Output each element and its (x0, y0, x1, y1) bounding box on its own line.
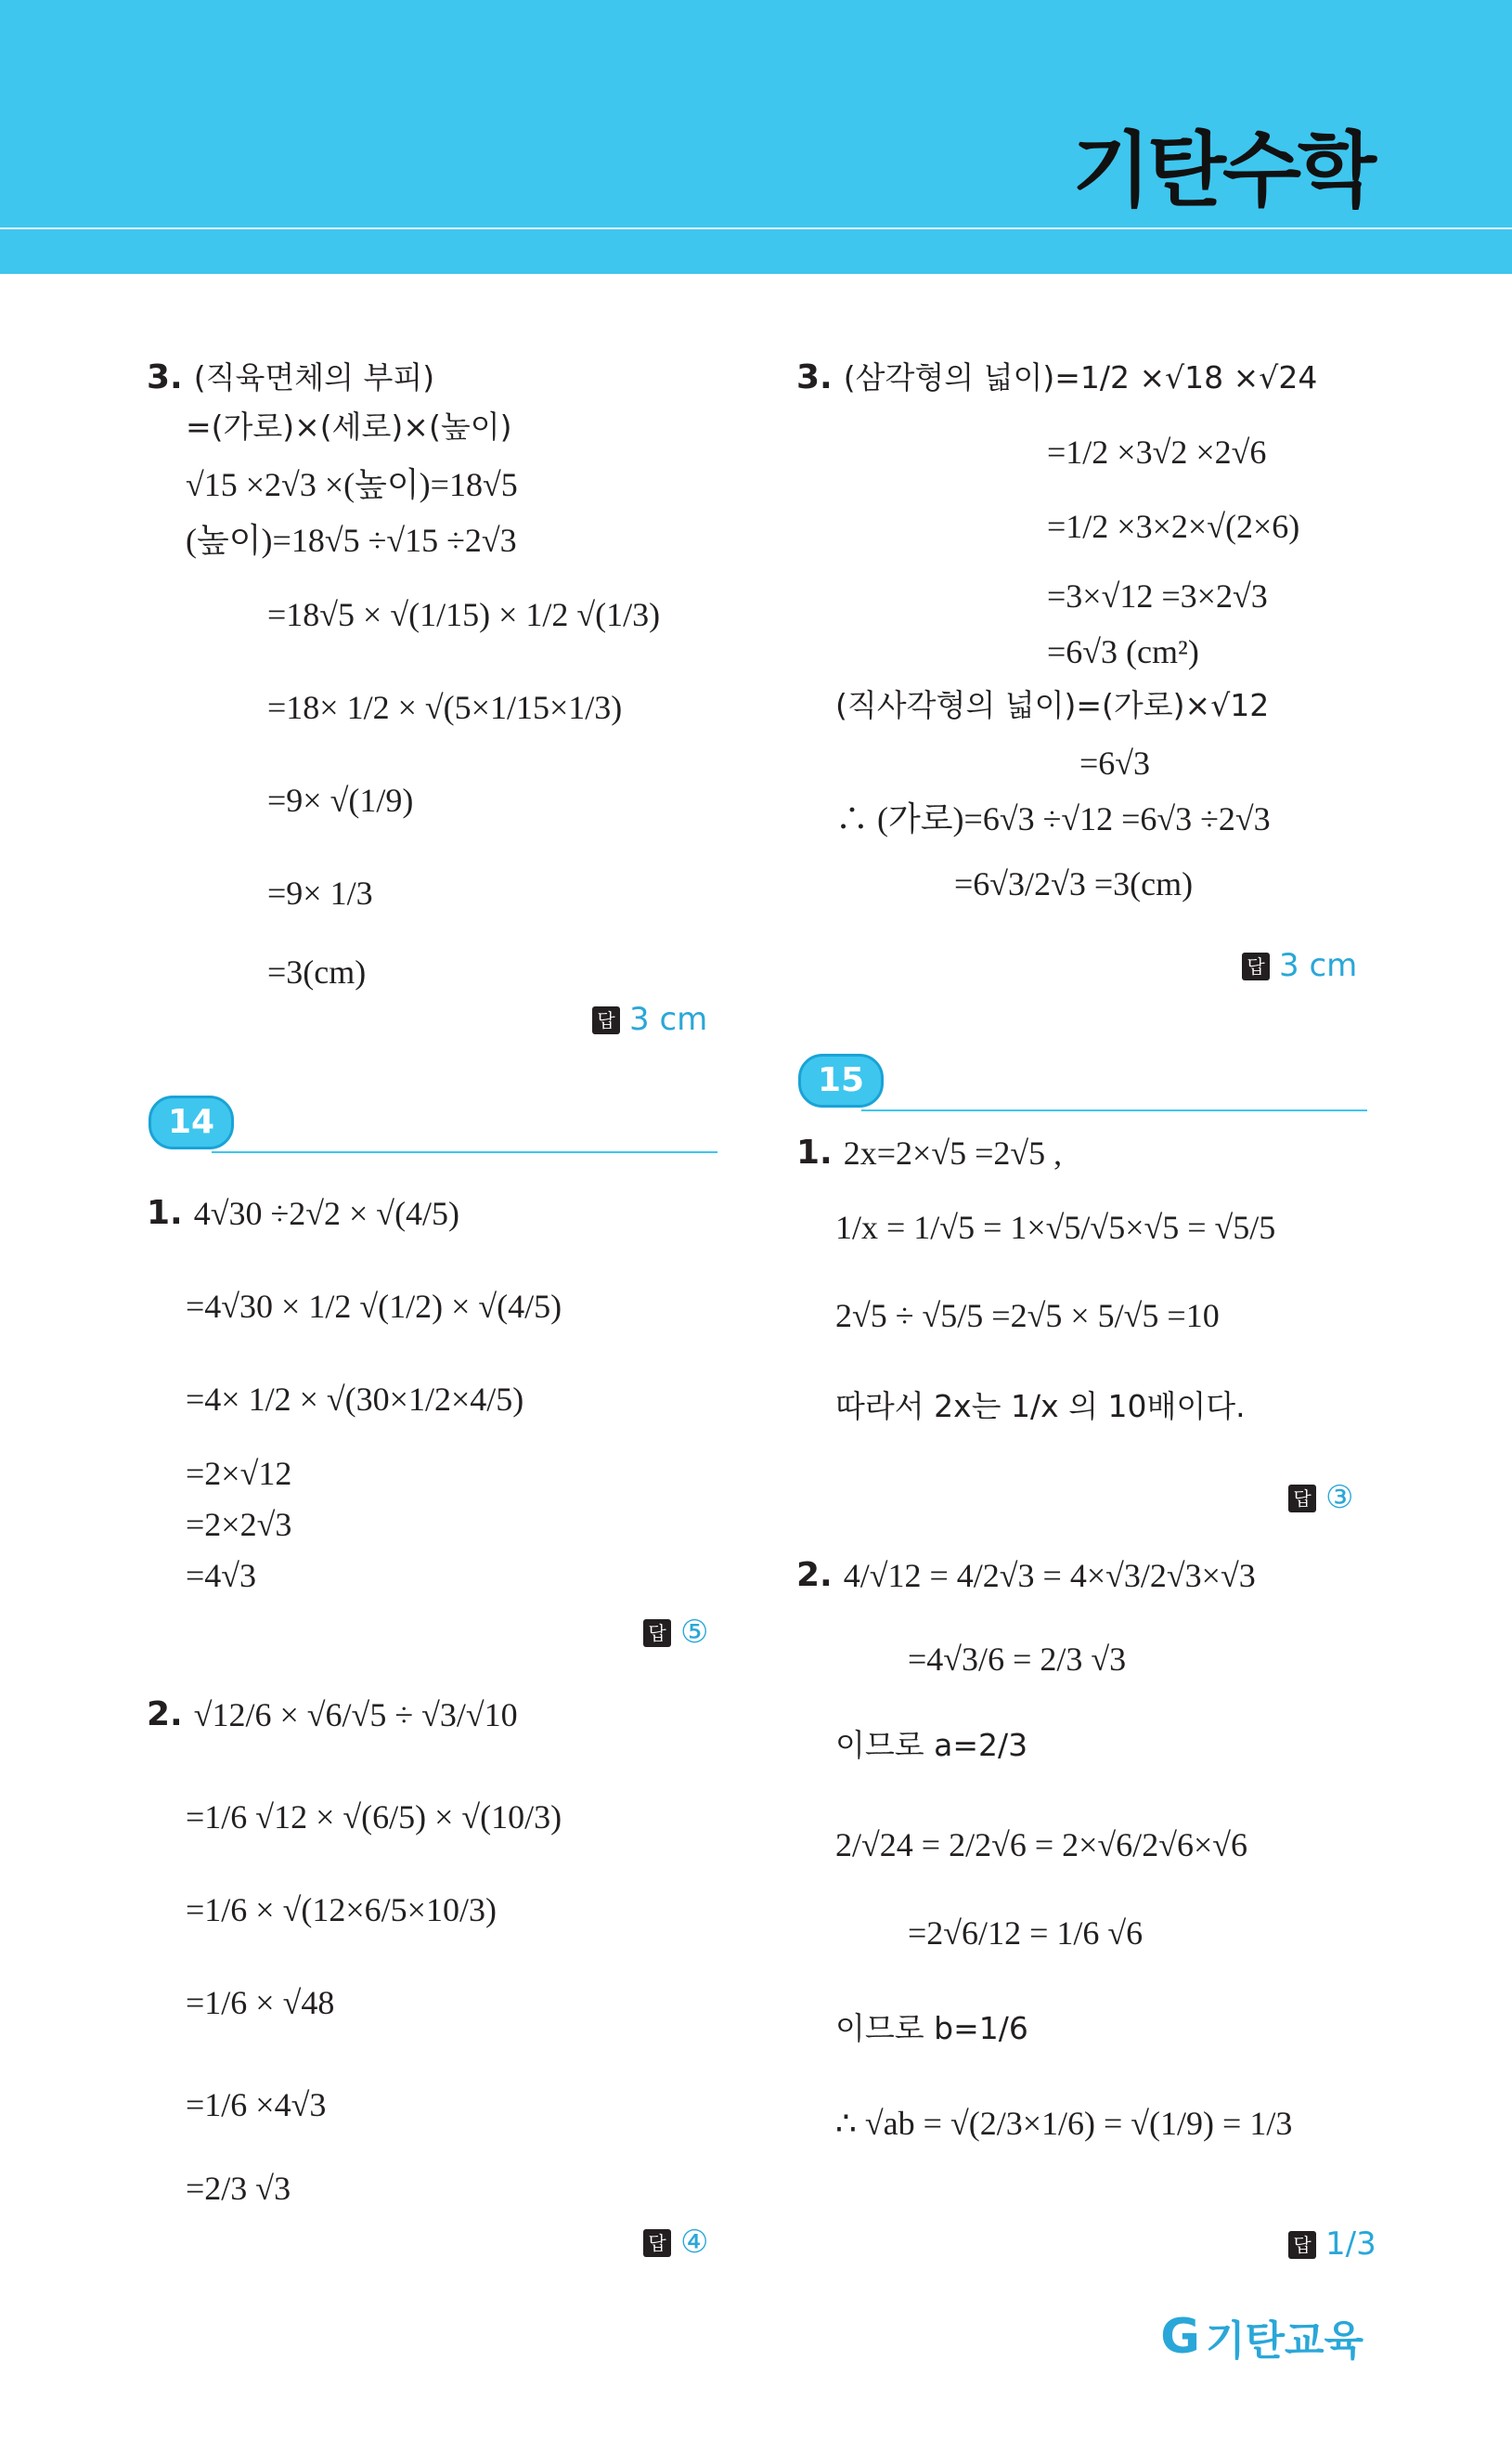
problem-line: ∴ √ab = √(2/3×1/6) = √(1/9) = 1/3 (835, 2105, 1293, 2142)
problem-line: =2×2√3 (186, 1506, 292, 1543)
problem-line: =4√3 (186, 1557, 257, 1594)
problem-line: 2. √12/6 × √6/√5 ÷ √3/√10 (147, 1695, 518, 1733)
problem-line: =2/3 √3 (186, 2170, 291, 2207)
problem-line: 2√5 ÷ √5/5 =2√5 × 5/√5 =10 (835, 1297, 1220, 1334)
problem-line: =1/6 ×4√3 (186, 2086, 327, 2123)
problem-line: 3. (삼각형의 넓이)=1/2 ×√18 ×√24 (796, 358, 1318, 396)
answer-icon: 답 (592, 1006, 620, 1034)
problem-line: =3×√12 =3×2√3 (1047, 577, 1268, 615)
problem-line: ∴ (가로)=6√3 ÷√12 =6√3 ÷2√3 (835, 800, 1271, 837)
answer-right-15-2: 답 1/3 (1288, 2221, 1376, 2268)
answer-icon: 답 (643, 2229, 671, 2257)
problem-line: 이므로 a=2/3 (835, 1727, 1028, 1763)
problem-line: =4× 1/2 × √(30×1/2×4/5) (186, 1381, 524, 1418)
problem-line: =6√3 (1079, 745, 1151, 782)
problem-line: =1/2 ×3×2×√(2×6) (1047, 508, 1300, 545)
answer-icon: 답 (1288, 1485, 1316, 1512)
problem-line: =2√6/12 = 1/6 √6 (908, 1914, 1144, 1952)
problem-line: 2/√24 = 2/2√6 = 2×√6/2√6×√6 (835, 1826, 1248, 1863)
problem-line: =9× 1/3 (267, 875, 373, 912)
answer-right-3: 답 3 cm (1242, 942, 1357, 990)
problem-line: =1/6 × √48 (186, 1984, 335, 2021)
problem-line: =6√3 (cm²) (1047, 633, 1199, 670)
answer-icon: 답 (1288, 2231, 1316, 2259)
answer-left-14-1: 답 ⑤ (643, 1609, 708, 1656)
answer-right-15-1: 답 ③ (1288, 1474, 1353, 1522)
problem-line: =2×√12 (186, 1455, 292, 1492)
problem-line: 따라서 2x는 1/x 의 10배이다. (835, 1388, 1246, 1424)
problem-line: =6√3/2√3 =3(cm) (954, 865, 1194, 902)
problem-line: 3. (직육면체의 부피) (147, 358, 435, 396)
problem-line: =1/6 × √(12×6/5×10/3) (186, 1891, 497, 1928)
section-rule (212, 1151, 717, 1153)
problem-line: =18√5 × √(1/15) × 1/2 √(1/3) (267, 596, 661, 633)
section-rule (861, 1109, 1367, 1111)
problem-line: =4√3/6 = 2/3 √3 (908, 1641, 1127, 1678)
answer-left-3: 답 3 cm (592, 996, 707, 1044)
problem-line: =9× √(1/9) (267, 782, 414, 819)
problem-line: =4√30 × 1/2 √(1/2) × √(4/5) (186, 1288, 562, 1325)
problem-line: =18× 1/2 × √(5×1/15×1/3) (267, 689, 623, 726)
problem-line: =1/6 √12 × √(6/5) × √(10/3) (186, 1798, 562, 1836)
brand-g-icon: G (1160, 2309, 1200, 2365)
answer-left-14-2: 답 ④ (643, 2219, 708, 2266)
problem-line: 1. 4√30 ÷2√2 × √(4/5) (147, 1194, 460, 1232)
answer-icon: 답 (643, 1619, 671, 1647)
problem-line: 이므로 b=1/6 (835, 2010, 1028, 2046)
answer-icon: 답 (1242, 953, 1270, 980)
brand-logo: 기탄수학 (1071, 123, 1373, 218)
problem-line: =3(cm) (267, 954, 367, 991)
header-banner (0, 0, 1512, 274)
problem-line: 1/x = 1/√5 = 1×√5/√5×√5 = √5/5 (835, 1209, 1276, 1246)
problem-line: (높이)=18√5 ÷√15 ÷2√3 (186, 522, 517, 559)
section-badge-15: 15 (798, 1054, 884, 1108)
problem-line: √15 ×2√3 ×(높이)=18√5 (186, 466, 518, 503)
problem-line: 2. 4/√12 = 4/2√3 = 4×√3/2√3×√3 (796, 1556, 1256, 1594)
section-badge-14: 14 (149, 1096, 234, 1149)
problem-line: 1. 2x=2×√5 =2√5 , (796, 1134, 1063, 1172)
problem-line: =(가로)×(세로)×(높이) (186, 409, 512, 445)
header-divider (0, 227, 1512, 229)
problem-line: =1/2 ×3√2 ×2√6 (1047, 434, 1267, 471)
problem-line: (직사각형의 넓이)=(가로)×√12 (835, 687, 1270, 723)
footer-logo: G 기탄교육 (1160, 2309, 1363, 2365)
